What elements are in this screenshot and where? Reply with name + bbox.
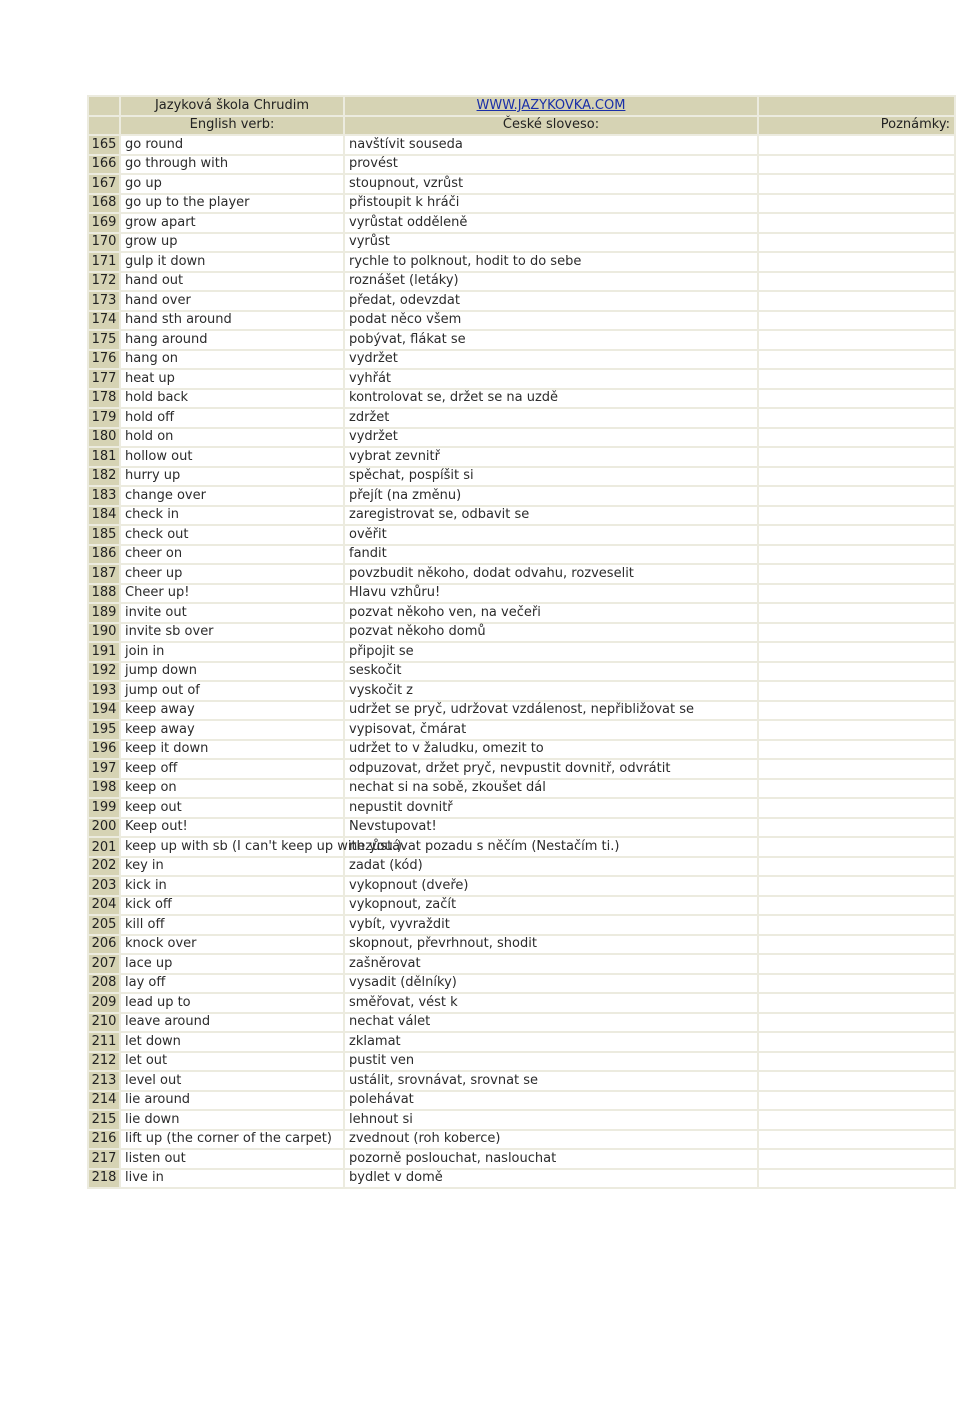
header-blank: [758, 96, 955, 116]
czech-verb: vykopnout, začít: [344, 896, 758, 916]
czech-verb: nechat si na sobě, zkoušet dál: [344, 779, 758, 799]
english-verb: lift up (the corner of the carpet): [120, 1130, 344, 1150]
row-number: 215: [88, 1110, 120, 1130]
english-verb: knock over: [120, 935, 344, 955]
czech-verb: nezůstávat pozadu s něčím (Nestačím ti.): [344, 837, 758, 857]
table-row: [88, 350, 955, 370]
table-row: [88, 915, 955, 935]
notes-cell: [758, 291, 955, 311]
czech-verb: pozvat někoho domů: [344, 623, 758, 643]
row-number: 206: [88, 935, 120, 955]
czech-verb: fandit: [344, 545, 758, 565]
row-number: 217: [88, 1149, 120, 1169]
row-number: 197: [88, 759, 120, 779]
czech-verb: pozvat někoho ven, na večeři: [344, 603, 758, 623]
row-number: 188: [88, 584, 120, 604]
row-number: 177: [88, 369, 120, 389]
english-verb: hand over: [120, 291, 344, 311]
english-verb: keep away: [120, 701, 344, 721]
english-verb: lace up: [120, 954, 344, 974]
row-number: 179: [88, 408, 120, 428]
czech-verb: seskočit: [344, 662, 758, 682]
czech-verb: vybrat zevnitř: [344, 447, 758, 467]
row-number: 175: [88, 330, 120, 350]
notes-cell: [758, 681, 955, 701]
row-number: 212: [88, 1052, 120, 1072]
column-header-english: English verb:: [120, 116, 344, 136]
czech-verb: vybít, vyvraždit: [344, 915, 758, 935]
notes-cell: [758, 759, 955, 779]
table-row: [88, 1110, 955, 1130]
notes-cell: [758, 1110, 955, 1130]
notes-cell: [758, 311, 955, 331]
row-number: 174: [88, 311, 120, 331]
notes-cell: [758, 720, 955, 740]
table-row: [88, 545, 955, 565]
row-number: 189: [88, 603, 120, 623]
row-number: 183: [88, 486, 120, 506]
notes-cell: [758, 213, 955, 233]
english-verb: key in: [120, 857, 344, 877]
czech-verb: provést: [344, 155, 758, 175]
notes-cell: [758, 935, 955, 955]
row-number: 176: [88, 350, 120, 370]
row-number: 208: [88, 974, 120, 994]
table-row: [88, 564, 955, 584]
notes-cell: [758, 662, 955, 682]
row-number: 172: [88, 272, 120, 292]
header-row-columns: [88, 116, 955, 136]
table-row: [88, 1149, 955, 1169]
notes-cell: [758, 954, 955, 974]
notes-cell: [758, 369, 955, 389]
notes-cell: [758, 915, 955, 935]
row-number: 180: [88, 428, 120, 448]
czech-verb: vyskočit z: [344, 681, 758, 701]
row-number: 178: [88, 389, 120, 409]
notes-cell: [758, 194, 955, 214]
english-verb: lead up to: [120, 993, 344, 1013]
row-number: 186: [88, 545, 120, 565]
czech-verb: ověřit: [344, 525, 758, 545]
row-number: 173: [88, 291, 120, 311]
notes-cell: [758, 1169, 955, 1189]
czech-verb: pustit ven: [344, 1052, 758, 1072]
row-number: 218: [88, 1169, 120, 1189]
table-row: [88, 740, 955, 760]
notes-cell: [758, 330, 955, 350]
table-row: [88, 330, 955, 350]
czech-verb: odpuzovat, držet pryč, nevpustit dovnitř, odvrátit: [344, 759, 758, 779]
notes-cell: [758, 1013, 955, 1033]
english-verb: kick off: [120, 896, 344, 916]
table-row: [88, 896, 955, 916]
english-verb: change over: [120, 486, 344, 506]
notes-cell: [758, 623, 955, 643]
table-row: [88, 135, 955, 155]
header-blank: [88, 96, 120, 116]
table-row: [88, 837, 955, 857]
czech-verb: přistoupit k hráči: [344, 194, 758, 214]
english-verb: invite out: [120, 603, 344, 623]
row-number: 213: [88, 1071, 120, 1091]
row-number: 167: [88, 174, 120, 194]
czech-verb: přejít (na změnu): [344, 486, 758, 506]
czech-verb: roznášet (letáky): [344, 272, 758, 292]
column-header-notes: Poznámky:: [758, 116, 955, 136]
czech-verb: předat, odevzdat: [344, 291, 758, 311]
english-verb: check in: [120, 506, 344, 526]
notes-cell: [758, 252, 955, 272]
notes-cell: [758, 837, 955, 857]
table-row: [88, 857, 955, 877]
english-verb: go through with: [120, 155, 344, 175]
czech-verb: navštívit souseda: [344, 135, 758, 155]
notes-cell: [758, 389, 955, 409]
table-row: [88, 1169, 955, 1189]
english-verb: keep out: [120, 798, 344, 818]
table-row: [88, 252, 955, 272]
header-blank: [88, 116, 120, 136]
row-number: 181: [88, 447, 120, 467]
czech-verb: vyrůst: [344, 233, 758, 253]
notes-cell: [758, 447, 955, 467]
website-link[interactable]: WWW.JAZYKOVKA.COM: [476, 97, 626, 113]
english-verb: go round: [120, 135, 344, 155]
czech-verb: zašněrovat: [344, 954, 758, 974]
notes-cell: [758, 467, 955, 487]
english-verb: kick in: [120, 876, 344, 896]
notes-cell: [758, 545, 955, 565]
notes-cell: [758, 974, 955, 994]
czech-verb: polehávat: [344, 1091, 758, 1111]
english-verb: go up: [120, 174, 344, 194]
english-verb: hold back: [120, 389, 344, 409]
table-row: [88, 428, 955, 448]
english-verb: leave around: [120, 1013, 344, 1033]
notes-cell: [758, 1032, 955, 1052]
row-number: 190: [88, 623, 120, 643]
notes-cell: [758, 1149, 955, 1169]
table-row: [88, 1091, 955, 1111]
row-number: 166: [88, 155, 120, 175]
row-number: 165: [88, 135, 120, 155]
czech-verb: nepustit dovnitř: [344, 798, 758, 818]
table-row: [88, 311, 955, 331]
notes-cell: [758, 876, 955, 896]
table-row: [88, 720, 955, 740]
czech-verb: bydlet v domě: [344, 1169, 758, 1189]
table-row: [88, 954, 955, 974]
english-verb: keep off: [120, 759, 344, 779]
czech-verb: vykopnout (dveře): [344, 876, 758, 896]
notes-cell: [758, 857, 955, 877]
table-row: [88, 272, 955, 292]
notes-cell: [758, 155, 955, 175]
notes-cell: [758, 486, 955, 506]
english-verb: lay off: [120, 974, 344, 994]
english-verb: hold on: [120, 428, 344, 448]
notes-cell: [758, 993, 955, 1013]
table-row: [88, 233, 955, 253]
notes-cell: [758, 506, 955, 526]
czech-verb: vypisovat, čmárat: [344, 720, 758, 740]
table-row: [88, 506, 955, 526]
table-row: [88, 486, 955, 506]
row-number: 209: [88, 993, 120, 1013]
english-verb: lie down: [120, 1110, 344, 1130]
table-row: [88, 369, 955, 389]
table-row: [88, 623, 955, 643]
czech-verb: zvednout (roh koberce): [344, 1130, 758, 1150]
table-row: [88, 603, 955, 623]
notes-cell: [758, 798, 955, 818]
czech-verb: lehnout si: [344, 1110, 758, 1130]
english-verb: listen out: [120, 1149, 344, 1169]
notes-cell: [758, 408, 955, 428]
notes-cell: [758, 135, 955, 155]
table-row: [88, 467, 955, 487]
notes-cell: [758, 818, 955, 838]
table-row: [88, 291, 955, 311]
row-number: 185: [88, 525, 120, 545]
table-row: [88, 779, 955, 799]
english-verb: jump out of: [120, 681, 344, 701]
row-number: 198: [88, 779, 120, 799]
table-row: [88, 194, 955, 214]
notes-cell: [758, 428, 955, 448]
czech-verb: kontrolovat se, držet se na uzdě: [344, 389, 758, 409]
notes-cell: [758, 1052, 955, 1072]
table-row: [88, 1071, 955, 1091]
czech-verb: směřovat, vést k: [344, 993, 758, 1013]
table-row: [88, 974, 955, 994]
english-verb: lie around: [120, 1091, 344, 1111]
czech-verb: připojit se: [344, 642, 758, 662]
czech-verb: Hlavu vzhůru!: [344, 584, 758, 604]
notes-cell: [758, 896, 955, 916]
row-number: 216: [88, 1130, 120, 1150]
row-number: 199: [88, 798, 120, 818]
notes-cell: [758, 779, 955, 799]
english-verb: hang around: [120, 330, 344, 350]
row-number: 214: [88, 1091, 120, 1111]
czech-verb: stoupnout, vzrůst: [344, 174, 758, 194]
row-number: 204: [88, 896, 120, 916]
english-verb: heat up: [120, 369, 344, 389]
english-verb: level out: [120, 1071, 344, 1091]
table-row: [88, 213, 955, 233]
table-row: [88, 174, 955, 194]
czech-verb: zaregistrovat se, odbavit se: [344, 506, 758, 526]
table-row: [88, 1032, 955, 1052]
notes-cell: [758, 740, 955, 760]
english-verb: keep up with sb (I can't keep up with you.): [120, 837, 344, 857]
row-number: 211: [88, 1032, 120, 1052]
notes-cell: [758, 350, 955, 370]
row-number: 210: [88, 1013, 120, 1033]
czech-verb: udržet to v žaludku, omezit to: [344, 740, 758, 760]
english-verb: hang on: [120, 350, 344, 370]
phrasal-verb-table: [87, 95, 956, 1189]
czech-verb: skopnout, převrhnout, shodit: [344, 935, 758, 955]
notes-cell: [758, 701, 955, 721]
english-verb: let down: [120, 1032, 344, 1052]
row-number: 171: [88, 252, 120, 272]
english-verb: Cheer up!: [120, 584, 344, 604]
row-number: 187: [88, 564, 120, 584]
english-verb: hand out: [120, 272, 344, 292]
table-row: [88, 701, 955, 721]
english-verb: hurry up: [120, 467, 344, 487]
czech-verb: vydržet: [344, 350, 758, 370]
header-row-school: [88, 96, 955, 116]
row-number: 182: [88, 467, 120, 487]
table-row: [88, 662, 955, 682]
english-verb: cheer on: [120, 545, 344, 565]
row-number: 203: [88, 876, 120, 896]
czech-verb: vyhřát: [344, 369, 758, 389]
table-row: [88, 935, 955, 955]
czech-verb: nechat válet: [344, 1013, 758, 1033]
english-verb: jump down: [120, 662, 344, 682]
row-number: 193: [88, 681, 120, 701]
english-verb: check out: [120, 525, 344, 545]
table-row: [88, 818, 955, 838]
czech-verb: spěchat, pospíšit si: [344, 467, 758, 487]
notes-cell: [758, 564, 955, 584]
row-number: 192: [88, 662, 120, 682]
row-number: 170: [88, 233, 120, 253]
row-number: 168: [88, 194, 120, 214]
czech-verb: vyrůstat odděleně: [344, 213, 758, 233]
english-verb: Keep out!: [120, 818, 344, 838]
table-body: [88, 96, 955, 1188]
table-row: [88, 408, 955, 428]
czech-verb: pobývat, flákat se: [344, 330, 758, 350]
czech-verb: ustálit, srovnávat, srovnat se: [344, 1071, 758, 1091]
table-row: [88, 1013, 955, 1033]
table-row: [88, 584, 955, 604]
school-name: Jazyková škola Chrudim: [120, 96, 344, 116]
table-row: [88, 642, 955, 662]
czech-verb: podat něco všem: [344, 311, 758, 331]
english-verb: gulp it down: [120, 252, 344, 272]
english-verb: kill off: [120, 915, 344, 935]
notes-cell: [758, 603, 955, 623]
row-number: 200: [88, 818, 120, 838]
notes-cell: [758, 642, 955, 662]
notes-cell: [758, 1091, 955, 1111]
notes-cell: [758, 233, 955, 253]
row-number: 191: [88, 642, 120, 662]
table-row: [88, 993, 955, 1013]
english-verb: keep it down: [120, 740, 344, 760]
english-verb: hollow out: [120, 447, 344, 467]
row-number: 207: [88, 954, 120, 974]
notes-cell: [758, 1130, 955, 1150]
column-header-czech: České sloveso:: [344, 116, 758, 136]
table-row: [88, 798, 955, 818]
row-number: 205: [88, 915, 120, 935]
row-number: 195: [88, 720, 120, 740]
english-verb: live in: [120, 1169, 344, 1189]
czech-verb: povzbudit někoho, dodat odvahu, rozveselit: [344, 564, 758, 584]
english-verb: cheer up: [120, 564, 344, 584]
table-row: [88, 681, 955, 701]
table-row: [88, 389, 955, 409]
english-verb: join in: [120, 642, 344, 662]
czech-verb: pozorně poslouchat, naslouchat: [344, 1149, 758, 1169]
table-row: [88, 1052, 955, 1072]
english-verb: hold off: [120, 408, 344, 428]
english-verb: go up to the player: [120, 194, 344, 214]
czech-verb: vysadit (dělníky): [344, 974, 758, 994]
table-row: [88, 1130, 955, 1150]
english-verb: keep on: [120, 779, 344, 799]
english-verb: invite sb over: [120, 623, 344, 643]
notes-cell: [758, 272, 955, 292]
table-row: [88, 525, 955, 545]
notes-cell: [758, 525, 955, 545]
czech-verb: rychle to polknout, hodit to do sebe: [344, 252, 758, 272]
czech-verb: vydržet: [344, 428, 758, 448]
czech-verb: zklamat: [344, 1032, 758, 1052]
english-verb: keep away: [120, 720, 344, 740]
czech-verb: udržet se pryč, udržovat vzdálenost, nepřibližovat se: [344, 701, 758, 721]
notes-cell: [758, 584, 955, 604]
czech-verb: zdržet: [344, 408, 758, 428]
table-row: [88, 759, 955, 779]
english-verb: let out: [120, 1052, 344, 1072]
row-number: 184: [88, 506, 120, 526]
czech-verb: zadat (kód): [344, 857, 758, 877]
english-verb: grow up: [120, 233, 344, 253]
czech-verb: Nevstupovat!: [344, 818, 758, 838]
table-row: [88, 876, 955, 896]
row-number: 202: [88, 857, 120, 877]
website-cell: [344, 96, 758, 116]
row-number: 169: [88, 213, 120, 233]
table-row: [88, 155, 955, 175]
row-number: 201: [88, 837, 120, 857]
notes-cell: [758, 1071, 955, 1091]
table-row: [88, 447, 955, 467]
english-verb: hand sth around: [120, 311, 344, 331]
notes-cell: [758, 174, 955, 194]
row-number: 194: [88, 701, 120, 721]
english-verb: grow apart: [120, 213, 344, 233]
row-number: 196: [88, 740, 120, 760]
